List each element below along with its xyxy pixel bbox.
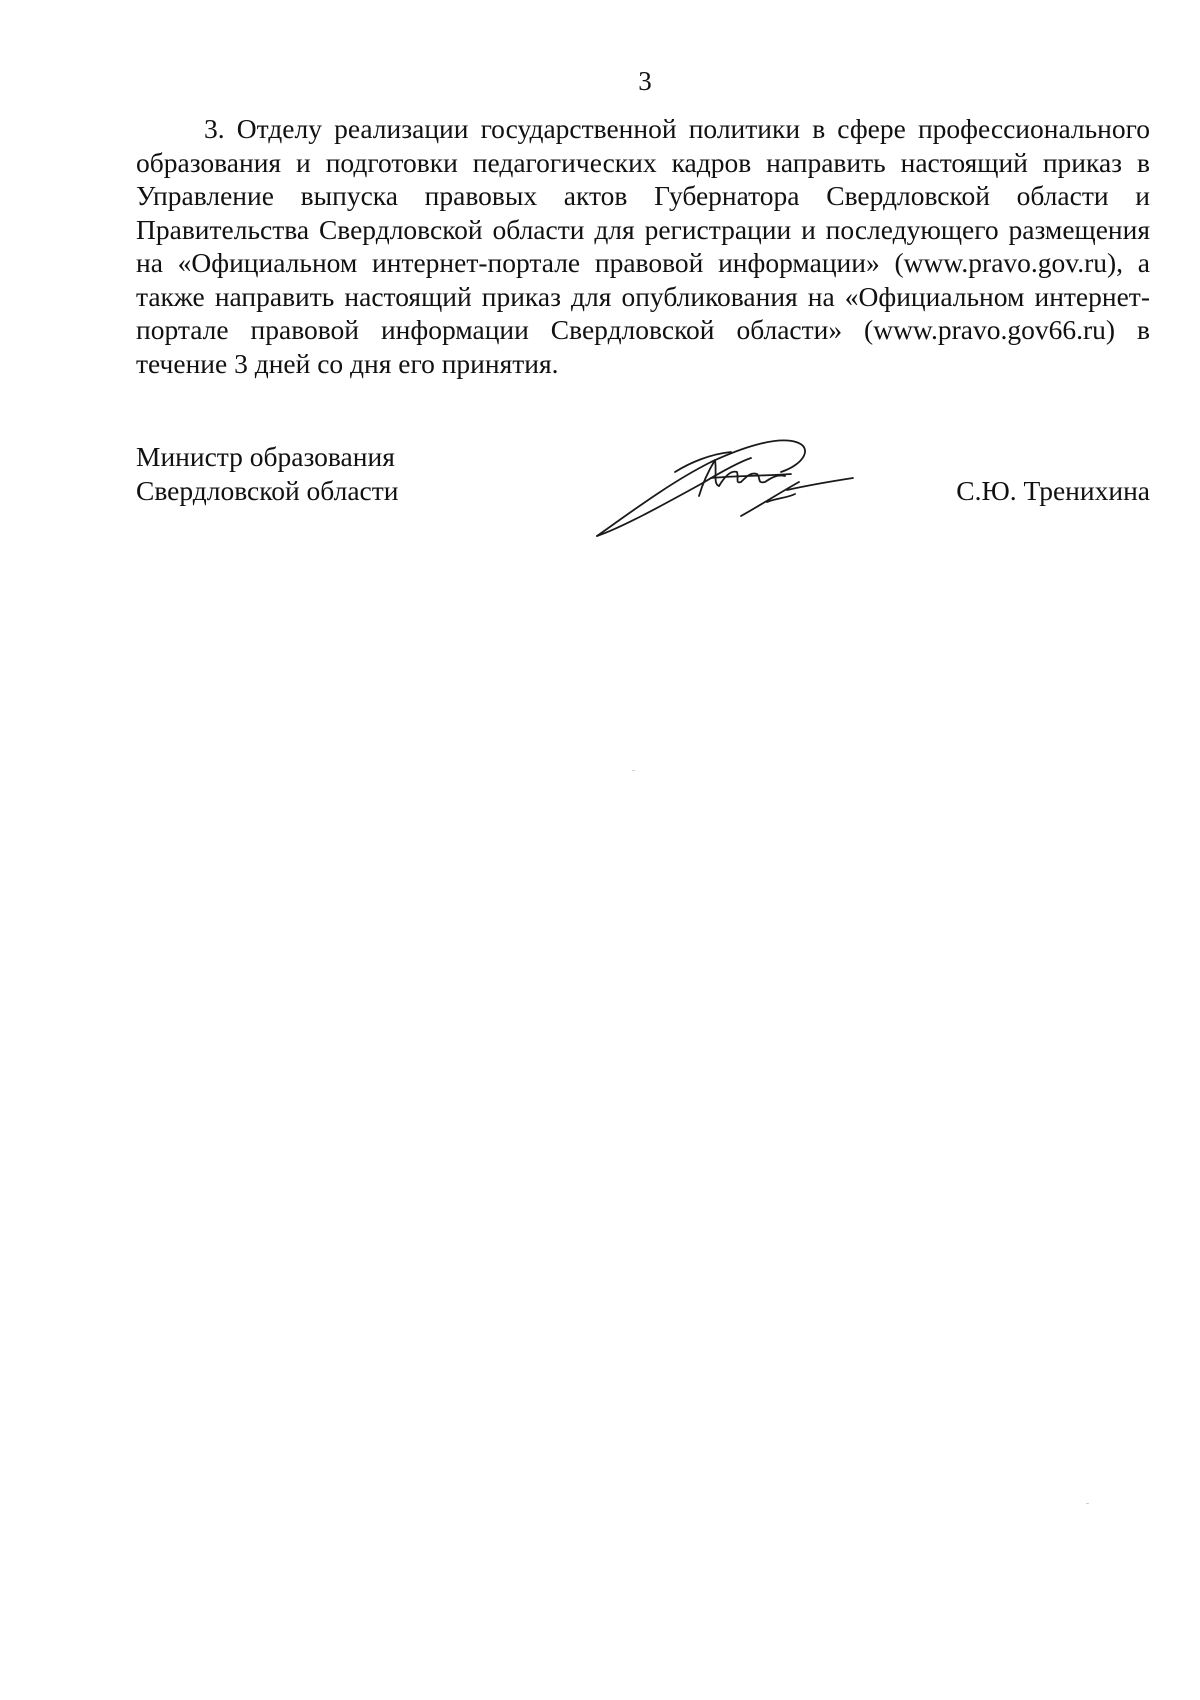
signer-position-line-2: Свердловской области — [136, 475, 399, 506]
signer-position-line-1: Министр образования — [136, 441, 395, 472]
signer-position — [136, 440, 399, 508]
signer-name: С.Ю. Тренихина — [956, 475, 1150, 506]
page-number: 3 — [638, 66, 652, 96]
scan-speck — [1086, 1503, 1089, 1504]
signature-block — [136, 440, 1150, 550]
order-paragraph-3: 3. Отделу реализации государственной политики в сфере профессионального образования и подготовки педагогических кадров направить настоящий приказ в Управление выпуска правовых актов Губернатора Свердловской области и Правительства Свердловской области для регистрации и последующего размещения на «Официальном интернет-портале правовой информации» (www.pravo.gov.ru), а также направить настоящий приказ для опубликования на «Официальном интернет-портале правовой информации Свердловской области» (www.pravo.gov66.ru) в течение 3 дней со дня его принятия. — [136, 113, 1150, 379]
handwritten-signature — [591, 432, 861, 542]
scan-speck — [632, 770, 635, 771]
